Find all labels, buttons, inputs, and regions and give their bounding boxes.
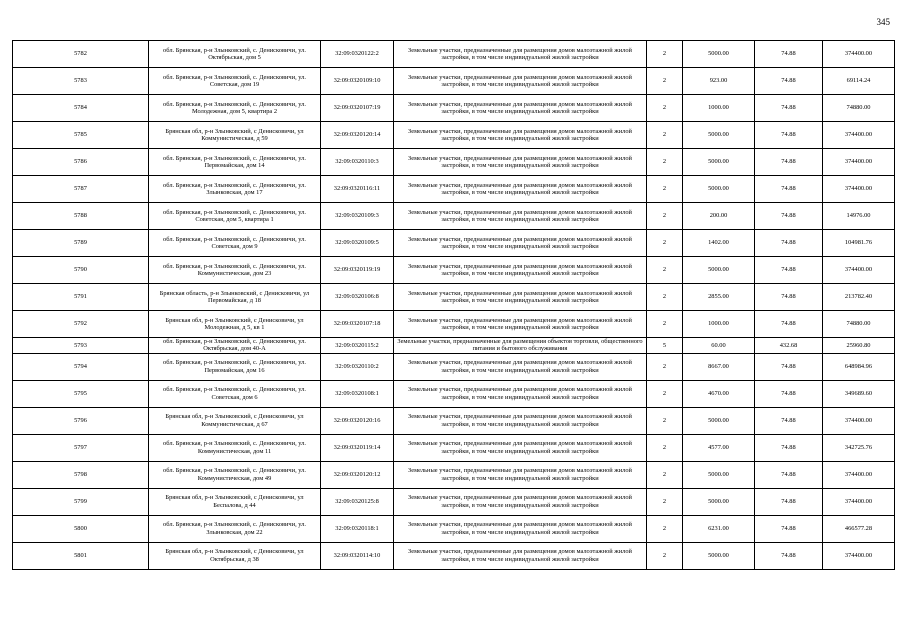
cadastral-number-cell: 32:09:0320115:2	[321, 338, 394, 354]
table-row	[13, 353, 895, 380]
cadastral-number-cell: 32:09:0320119:19	[321, 257, 394, 284]
address-cell: обл. Брянская, р-н Злынковский, с. Денисковичи, ул. Октябрьская, дом 40-А	[149, 338, 321, 354]
row-number: 5792	[13, 311, 149, 338]
land-use-cell: Земельные участки, предназначенные для размещения домов малоэтажной жилой застройки, в том числе индивидуальной жилой застройки	[394, 68, 647, 95]
cadastral-value-cell: 374400.00	[823, 542, 895, 569]
area-cell: 2855.00	[683, 284, 755, 311]
cadastral-value-cell: 374400.00	[823, 41, 895, 68]
category-cell: 2	[647, 41, 683, 68]
area-cell: 4670.00	[683, 380, 755, 407]
row-number: 5797	[13, 434, 149, 461]
cadastral-number-cell: 32:09:0320106:8	[321, 284, 394, 311]
area-cell: 1402.00	[683, 230, 755, 257]
row-number: 5784	[13, 95, 149, 122]
cadastral-number-cell: 32:09:0320109:3	[321, 203, 394, 230]
table-row	[13, 68, 895, 95]
cadastral-number-cell: 32:09:0320110:3	[321, 149, 394, 176]
category-cell: 2	[647, 380, 683, 407]
row-number: 5801	[13, 542, 149, 569]
land-use-cell: Земельные участки, предназначенные для размещения домов малоэтажной жилой застройки, в том числе индивидуальной жилой застройки	[394, 542, 647, 569]
category-cell: 2	[647, 461, 683, 488]
address-cell: Брянская обл, р-н Злынковский, с Денисковичи, ул Коммунистическая, д 59	[149, 122, 321, 149]
cadastral-value-cell: 374400.00	[823, 122, 895, 149]
table-row	[13, 41, 895, 68]
category-cell: 2	[647, 176, 683, 203]
category-cell: 2	[647, 284, 683, 311]
row-number: 5793	[13, 338, 149, 354]
cadastral-value-table	[12, 40, 895, 570]
rate-cell: 74.88	[755, 407, 823, 434]
table-row	[13, 434, 895, 461]
address-cell: Брянская обл, р-н Злынковский, с Денисковичи, ул Коммунистическая, д 67	[149, 407, 321, 434]
rate-cell: 74.88	[755, 515, 823, 542]
address-cell: Брянская область, р-н Злынковский, с Денисковичи, ул Первомайская, д 18	[149, 284, 321, 311]
area-cell: 923.00	[683, 68, 755, 95]
cadastral-value-cell: 466577.28	[823, 515, 895, 542]
category-cell: 2	[647, 407, 683, 434]
rate-cell: 74.88	[755, 380, 823, 407]
row-number: 5798	[13, 461, 149, 488]
row-number: 5796	[13, 407, 149, 434]
cadastral-number-cell: 32:09:0320107:19	[321, 95, 394, 122]
category-cell: 5	[647, 338, 683, 354]
address-cell: обл. Брянская, р-н Злынковский, с. Денисковичи, ул. Советская, дом 6	[149, 380, 321, 407]
cadastral-number-cell: 32:09:0320114:10	[321, 542, 394, 569]
table-row	[13, 257, 895, 284]
rate-cell: 74.88	[755, 284, 823, 311]
land-use-cell: Земельные участки, предназначенные для размещения домов малоэтажной жилой застройки, в том числе индивидуальной жилой застройки	[394, 380, 647, 407]
category-cell: 2	[647, 311, 683, 338]
area-cell: 5000.00	[683, 461, 755, 488]
area-cell: 5000.00	[683, 488, 755, 515]
table-row	[13, 95, 895, 122]
address-cell: Брянская обл, р-н Злынковский, с Денисковичи, ул Беспалова, д 44	[149, 488, 321, 515]
row-number: 5799	[13, 488, 149, 515]
category-cell: 2	[647, 122, 683, 149]
area-cell: 200.00	[683, 203, 755, 230]
address-cell: обл. Брянская, р-н Злынковский, с. Денисковичи, ул. Советская, дом 5, квартира 1	[149, 203, 321, 230]
cadastral-value-cell: 374400.00	[823, 257, 895, 284]
land-use-cell: Земельные участки, предназначенные для размещения домов малоэтажной жилой застройки, в том числе индивидуальной жилой застройки	[394, 203, 647, 230]
rate-cell: 74.88	[755, 230, 823, 257]
category-cell: 2	[647, 68, 683, 95]
table-row	[13, 176, 895, 203]
land-use-cell: Земельные участки, предназначенные для размещения домов малоэтажной жилой застройки, в том числе индивидуальной жилой застройки	[394, 353, 647, 380]
table-row	[13, 149, 895, 176]
area-cell: 1000.00	[683, 311, 755, 338]
table-row	[13, 542, 895, 569]
cadastral-value-cell: 14976.00	[823, 203, 895, 230]
address-cell: обл. Брянская, р-н Злынковский, с. Денисковичи, ул. Октябрьская, дом 5	[149, 41, 321, 68]
rate-cell: 74.88	[755, 488, 823, 515]
address-cell: обл. Брянская, р-н Злынковский, с. Денисковичи, ул. Советская, дом 9	[149, 230, 321, 257]
land-use-cell: Земельные участки, предназначенные для размещения домов малоэтажной жилой застройки, в том числе индивидуальной жилой застройки	[394, 488, 647, 515]
area-cell: 5000.00	[683, 41, 755, 68]
address-cell: обл. Брянская, р-н Злынковский, с. Денисковичи, ул. Коммунистическая, дом 23	[149, 257, 321, 284]
land-use-cell: Земельные участки, предназначенные для размещения домов малоэтажной жилой застройки, в том числе индивидуальной жилой застройки	[394, 257, 647, 284]
row-number: 5783	[13, 68, 149, 95]
row-number: 5795	[13, 380, 149, 407]
area-cell: 8667.00	[683, 353, 755, 380]
land-use-cell: Земельные участки, предназначенные для размещения домов малоэтажной жилой застройки, в том числе индивидуальной жилой застройки	[394, 41, 647, 68]
area-cell: 5000.00	[683, 257, 755, 284]
land-use-cell: Земельные участки, предназначенные для размещения домов малоэтажной жилой застройки, в том числе индивидуальной жилой застройки	[394, 149, 647, 176]
cadastral-value-cell: 25960.80	[823, 338, 895, 354]
rate-cell: 74.88	[755, 95, 823, 122]
category-cell: 2	[647, 95, 683, 122]
rate-cell: 432.68	[755, 338, 823, 354]
rate-cell: 74.88	[755, 311, 823, 338]
category-cell: 2	[647, 488, 683, 515]
land-use-cell: Земельные участки, предназначенные для размещения домов малоэтажной жилой застройки, в том числе индивидуальной жилой застройки	[394, 461, 647, 488]
area-cell: 5000.00	[683, 407, 755, 434]
category-cell: 2	[647, 230, 683, 257]
address-cell: Брянская обл, р-н Злынковский, с Денисковичи, ул Молодежная, д 5, кв 1	[149, 311, 321, 338]
rate-cell: 74.88	[755, 122, 823, 149]
category-cell: 2	[647, 149, 683, 176]
category-cell: 2	[647, 257, 683, 284]
row-number: 5787	[13, 176, 149, 203]
cadastral-number-cell: 32:09:0320109:10	[321, 68, 394, 95]
address-cell: обл. Брянская, р-н Злынковский, с. Денисковичи, ул. Первомайская, дом 16	[149, 353, 321, 380]
address-cell: обл. Брянская, р-н Злынковский, с. Денисковичи, ул. Первомайская, дом 14	[149, 149, 321, 176]
cadastral-value-cell: 374400.00	[823, 149, 895, 176]
cadastral-number-cell: 32:09:0320109:5	[321, 230, 394, 257]
address-cell: обл. Брянская, р-н Злынковский, с. Денисковичи, ул. Коммунистическая, дом 49	[149, 461, 321, 488]
land-use-cell: Земельные участки, предназначенные для размещения домов малоэтажной жилой застройки, в том числе индивидуальной жилой застройки	[394, 434, 647, 461]
row-number: 5790	[13, 257, 149, 284]
cadastral-value-cell: 648984.96	[823, 353, 895, 380]
land-use-cell: Земельные участки, предназначенные для размещения домов малоэтажной жилой застройки, в том числе индивидуальной жилой застройки	[394, 122, 647, 149]
rate-cell: 74.88	[755, 149, 823, 176]
row-number: 5794	[13, 353, 149, 380]
cadastral-number-cell: 32:09:0320122:2	[321, 41, 394, 68]
land-use-cell: Земельные участки, предназначенные для размещения домов малоэтажной жилой застройки, в том числе индивидуальной жилой застройки	[394, 311, 647, 338]
cadastral-number-cell: 32:09:0320119:14	[321, 434, 394, 461]
cadastral-value-cell: 374400.00	[823, 488, 895, 515]
row-number: 5788	[13, 203, 149, 230]
table-row	[13, 461, 895, 488]
area-cell: 4577.00	[683, 434, 755, 461]
address-cell: Брянская обл, р-н Злынковский, с Денисковичи, ул Октябрьская, д 38	[149, 542, 321, 569]
area-cell: 60.00	[683, 338, 755, 354]
cadastral-number-cell: 32:09:0320120:14	[321, 122, 394, 149]
rate-cell: 74.88	[755, 353, 823, 380]
land-use-cell: Земельные участки, предназначенные для размещения домов малоэтажной жилой застройки, в том числе индивидуальной жилой застройки	[394, 176, 647, 203]
rate-cell: 74.88	[755, 41, 823, 68]
rate-cell: 74.88	[755, 68, 823, 95]
rate-cell: 74.88	[755, 176, 823, 203]
area-cell: 5000.00	[683, 542, 755, 569]
cadastral-value-cell: 213782.40	[823, 284, 895, 311]
rate-cell: 74.88	[755, 542, 823, 569]
page-number: 345	[876, 17, 890, 27]
address-cell: обл. Брянская, р-н Злынковский, с. Денисковичи, ул. Молодежная, дом 5, квартира 2	[149, 95, 321, 122]
cadastral-number-cell: 32:09:0320108:1	[321, 380, 394, 407]
cadastral-number-cell: 32:09:0320110:2	[321, 353, 394, 380]
address-cell: обл. Брянская, р-н Злынковский, с. Денисковичи, ул. Советская, дом 19	[149, 68, 321, 95]
row-number: 5791	[13, 284, 149, 311]
cadastral-number-cell: 32:09:0320120:12	[321, 461, 394, 488]
table-row	[13, 203, 895, 230]
table-row	[13, 407, 895, 434]
row-number: 5785	[13, 122, 149, 149]
area-cell: 6231.00	[683, 515, 755, 542]
land-use-cell: Земельные участки, предназначенные для размещения объектов торговли, общественного питания и бытового обслуживания	[394, 338, 647, 354]
area-cell: 5000.00	[683, 176, 755, 203]
category-cell: 2	[647, 353, 683, 380]
land-use-cell: Земельные участки, предназначенные для размещения домов малоэтажной жилой застройки, в том числе индивидуальной жилой застройки	[394, 407, 647, 434]
rate-cell: 74.88	[755, 257, 823, 284]
rate-cell: 74.88	[755, 203, 823, 230]
table-row	[13, 488, 895, 515]
cadastral-value-cell: 342725.76	[823, 434, 895, 461]
address-cell: обл. Брянская, р-н Злынковский, с. Денисковичи, ул. Злынковская, дом 22	[149, 515, 321, 542]
category-cell: 2	[647, 203, 683, 230]
row-number: 5786	[13, 149, 149, 176]
cadastral-number-cell: 32:09:0320125:8	[321, 488, 394, 515]
address-cell: обл. Брянская, р-н Злынковский, с. Денисковичи, ул. Коммунистическая, дом 11	[149, 434, 321, 461]
cadastral-value-cell: 74880.00	[823, 95, 895, 122]
table-row	[13, 284, 895, 311]
land-use-cell: Земельные участки, предназначенные для размещения домов малоэтажной жилой застройки, в том числе индивидуальной жилой застройки	[394, 230, 647, 257]
area-cell: 5000.00	[683, 122, 755, 149]
table-row	[13, 122, 895, 149]
table-row	[13, 380, 895, 407]
land-use-cell: Земельные участки, предназначенные для размещения домов малоэтажной жилой застройки, в том числе индивидуальной жилой застройки	[394, 95, 647, 122]
area-cell: 1000.00	[683, 95, 755, 122]
rate-cell: 74.88	[755, 461, 823, 488]
table-row	[13, 338, 895, 354]
row-number: 5782	[13, 41, 149, 68]
land-use-cell: Земельные участки, предназначенные для размещения домов малоэтажной жилой застройки, в том числе индивидуальной жилой застройки	[394, 284, 647, 311]
cadastral-value-cell: 374400.00	[823, 176, 895, 203]
cadastral-value-cell: 104981.76	[823, 230, 895, 257]
category-cell: 2	[647, 515, 683, 542]
area-cell: 5000.00	[683, 149, 755, 176]
cadastral-value-cell: 374400.00	[823, 407, 895, 434]
cadastral-number-cell: 32:09:0320116:11	[321, 176, 394, 203]
row-number: 5800	[13, 515, 149, 542]
cadastral-value-cell: 69114.24	[823, 68, 895, 95]
table-row	[13, 311, 895, 338]
row-number: 5789	[13, 230, 149, 257]
address-cell: обл. Брянская, р-н Злынковский, с. Денисковичи, ул. Злынковская, дом 17	[149, 176, 321, 203]
cadastral-value-cell: 374400.00	[823, 461, 895, 488]
cadastral-value-cell: 74880.00	[823, 311, 895, 338]
table-row	[13, 515, 895, 542]
table-row	[13, 230, 895, 257]
cadastral-number-cell: 32:09:0320118:1	[321, 515, 394, 542]
cadastral-value-cell: 349689.60	[823, 380, 895, 407]
cadastral-number-cell: 32:09:0320120:16	[321, 407, 394, 434]
category-cell: 2	[647, 434, 683, 461]
land-use-cell: Земельные участки, предназначенные для размещения домов малоэтажной жилой застройки, в том числе индивидуальной жилой застройки	[394, 515, 647, 542]
rate-cell: 74.88	[755, 434, 823, 461]
cadastral-number-cell: 32:09:0320107:18	[321, 311, 394, 338]
category-cell: 2	[647, 542, 683, 569]
